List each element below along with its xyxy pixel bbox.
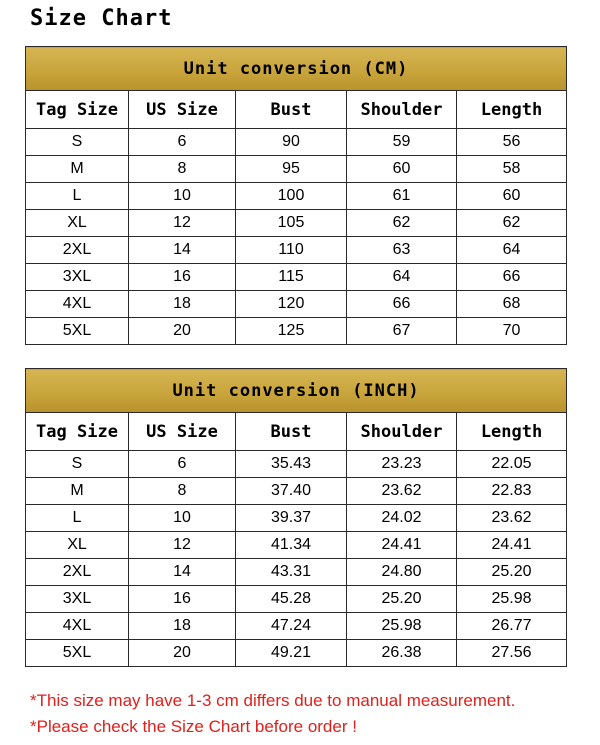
cell-us-size: 16 xyxy=(129,586,236,613)
cell-length: 25.98 xyxy=(457,586,567,613)
cell-tag-size: 2XL xyxy=(26,237,129,264)
cell-shoulder: 66 xyxy=(347,291,457,318)
cell-tag-size: 3XL xyxy=(26,264,129,291)
cell-length: 26.77 xyxy=(457,613,567,640)
cell-tag-size: 4XL xyxy=(26,613,129,640)
cell-tag-size: 4XL xyxy=(26,291,129,318)
column-header-bust: Bust xyxy=(236,91,347,129)
cell-tag-size: S xyxy=(26,129,129,156)
cell-length: 60 xyxy=(457,183,567,210)
cell-us-size: 20 xyxy=(129,640,236,667)
cell-shoulder: 63 xyxy=(347,237,457,264)
table-row xyxy=(26,478,567,505)
cell-bust: 90 xyxy=(236,129,347,156)
cell-us-size: 14 xyxy=(129,237,236,264)
table-row xyxy=(26,586,567,613)
cell-shoulder: 24.41 xyxy=(347,532,457,559)
table-row xyxy=(26,291,567,318)
table-row xyxy=(26,318,567,345)
table-row xyxy=(26,156,567,183)
cell-shoulder: 62 xyxy=(347,210,457,237)
cell-length: 22.05 xyxy=(457,451,567,478)
cell-shoulder: 23.23 xyxy=(347,451,457,478)
banner-row xyxy=(26,47,567,91)
cell-bust: 37.40 xyxy=(236,478,347,505)
table-row xyxy=(26,640,567,667)
cell-length: 56 xyxy=(457,129,567,156)
size-table-cm xyxy=(25,46,567,345)
header-row xyxy=(26,91,567,129)
footnote-measurement: *This size may have 1-3 cm differs due to manual measurement. xyxy=(30,691,516,710)
cell-length: 66 xyxy=(457,264,567,291)
footnote-check-chart: *Please check the Size Chart before order ! xyxy=(30,717,357,736)
cell-shoulder: 67 xyxy=(347,318,457,345)
cell-bust: 39.37 xyxy=(236,505,347,532)
cell-length: 24.41 xyxy=(457,532,567,559)
cell-us-size: 10 xyxy=(129,505,236,532)
table-row xyxy=(26,237,567,264)
table-row xyxy=(26,183,567,210)
cell-shoulder: 60 xyxy=(347,156,457,183)
cell-shoulder: 26.38 xyxy=(347,640,457,667)
cell-tag-size: XL xyxy=(26,210,129,237)
column-header-shoulder: Shoulder xyxy=(347,413,457,451)
table-row xyxy=(26,210,567,237)
table-row xyxy=(26,505,567,532)
cell-tag-size: 3XL xyxy=(26,586,129,613)
table-row xyxy=(26,264,567,291)
cell-bust: 120 xyxy=(236,291,347,318)
table-row xyxy=(26,532,567,559)
cell-shoulder: 25.20 xyxy=(347,586,457,613)
cell-us-size: 16 xyxy=(129,264,236,291)
cell-bust: 115 xyxy=(236,264,347,291)
cell-bust: 43.31 xyxy=(236,559,347,586)
cell-length: 27.56 xyxy=(457,640,567,667)
table-row xyxy=(26,613,567,640)
cell-length: 68 xyxy=(457,291,567,318)
cell-shoulder: 24.80 xyxy=(347,559,457,586)
cell-tag-size: 5XL xyxy=(26,318,129,345)
cell-bust: 95 xyxy=(236,156,347,183)
banner-row xyxy=(26,369,567,413)
cell-bust: 35.43 xyxy=(236,451,347,478)
cell-shoulder: 24.02 xyxy=(347,505,457,532)
column-header-tag-size: Tag Size xyxy=(26,91,129,129)
table-row xyxy=(26,451,567,478)
cell-bust: 47.24 xyxy=(236,613,347,640)
cell-length: 22.83 xyxy=(457,478,567,505)
cell-length: 25.20 xyxy=(457,559,567,586)
cell-length: 62 xyxy=(457,210,567,237)
cell-us-size: 8 xyxy=(129,156,236,183)
cell-us-size: 18 xyxy=(129,613,236,640)
cell-tag-size: 2XL xyxy=(26,559,129,586)
cell-bust: 45.28 xyxy=(236,586,347,613)
cell-tag-size: L xyxy=(26,505,129,532)
cell-shoulder: 61 xyxy=(347,183,457,210)
header-row xyxy=(26,413,567,451)
cell-us-size: 6 xyxy=(129,451,236,478)
cell-tag-size: M xyxy=(26,156,129,183)
footnotes xyxy=(30,688,515,740)
cell-length: 70 xyxy=(457,318,567,345)
cell-shoulder: 64 xyxy=(347,264,457,291)
cell-length: 58 xyxy=(457,156,567,183)
cell-tag-size: L xyxy=(26,183,129,210)
unit-banner: Unit conversion (CM) xyxy=(26,47,567,91)
column-header-us-size: US Size xyxy=(129,413,236,451)
cell-tag-size: S xyxy=(26,451,129,478)
cell-us-size: 18 xyxy=(129,291,236,318)
column-header-shoulder: Shoulder xyxy=(347,91,457,129)
column-header-tag-size: Tag Size xyxy=(26,413,129,451)
cell-us-size: 12 xyxy=(129,532,236,559)
column-header-length: Length xyxy=(457,91,567,129)
unit-banner: Unit conversion (INCH) xyxy=(26,369,567,413)
cell-bust: 41.34 xyxy=(236,532,347,559)
cell-bust: 105 xyxy=(236,210,347,237)
cell-shoulder: 23.62 xyxy=(347,478,457,505)
table-row xyxy=(26,129,567,156)
cell-us-size: 12 xyxy=(129,210,236,237)
cell-shoulder: 59 xyxy=(347,129,457,156)
cell-us-size: 10 xyxy=(129,183,236,210)
column-header-length: Length xyxy=(457,413,567,451)
column-header-us-size: US Size xyxy=(129,91,236,129)
cell-shoulder: 25.98 xyxy=(347,613,457,640)
cell-bust: 110 xyxy=(236,237,347,264)
cell-us-size: 8 xyxy=(129,478,236,505)
page-title: Size Chart xyxy=(30,6,173,31)
cell-us-size: 6 xyxy=(129,129,236,156)
cell-us-size: 20 xyxy=(129,318,236,345)
cell-tag-size: M xyxy=(26,478,129,505)
table-row xyxy=(26,559,567,586)
cell-tag-size: XL xyxy=(26,532,129,559)
cell-bust: 125 xyxy=(236,318,347,345)
cell-length: 23.62 xyxy=(457,505,567,532)
cell-us-size: 14 xyxy=(129,559,236,586)
column-header-bust: Bust xyxy=(236,413,347,451)
cell-bust: 49.21 xyxy=(236,640,347,667)
cell-tag-size: 5XL xyxy=(26,640,129,667)
cell-length: 64 xyxy=(457,237,567,264)
size-table-inch xyxy=(25,368,567,667)
cell-bust: 100 xyxy=(236,183,347,210)
